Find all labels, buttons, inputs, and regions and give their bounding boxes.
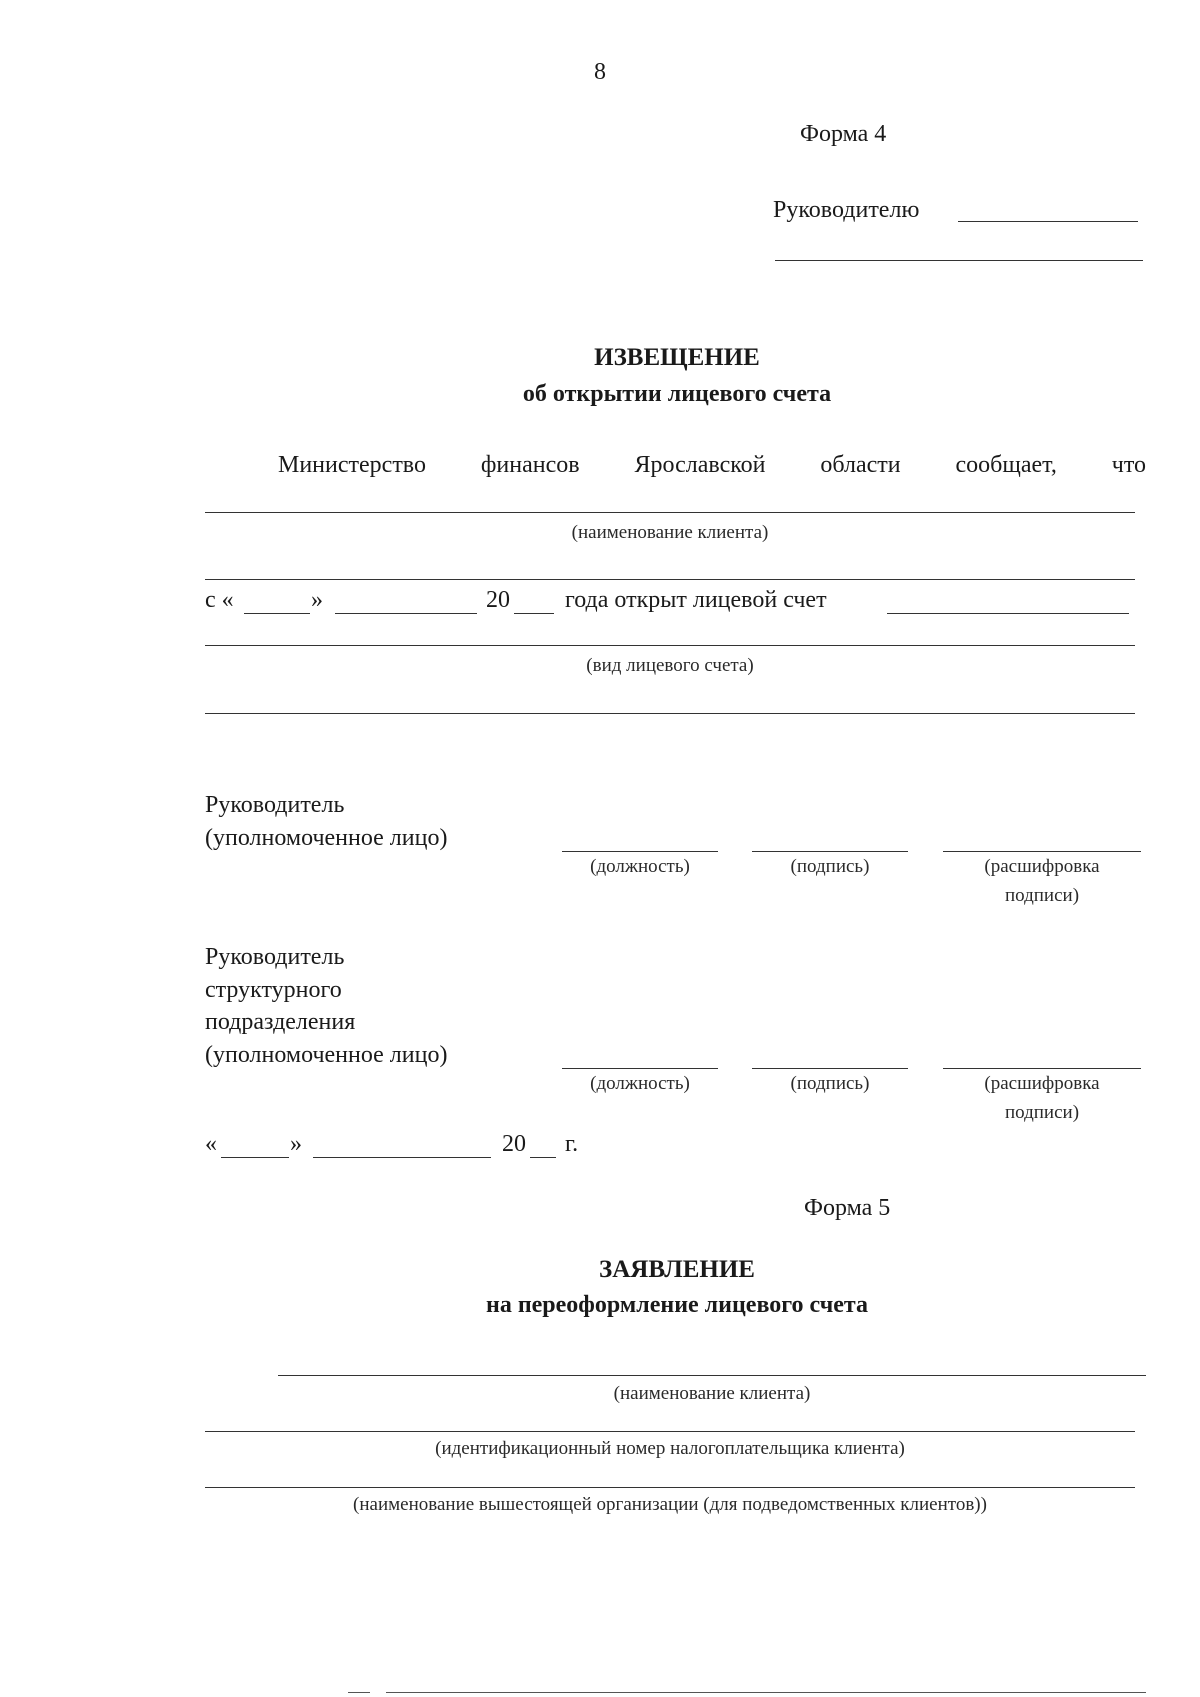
- date-close-quote: »: [290, 1131, 302, 1157]
- signature-caption: (подпись): [790, 856, 870, 877]
- date-year-field[interactable]: [514, 613, 554, 614]
- account-opened-text: года открыт лицевой счет: [565, 587, 827, 613]
- date-year-suffix: г.: [565, 1131, 579, 1157]
- body-word: финансов: [480, 452, 580, 478]
- parent-organization-caption: (наименование вышестоящей организации (для подведомственных клиентов)): [353, 1494, 987, 1515]
- signature-decoding-field[interactable]: [943, 1068, 1141, 1069]
- account-type-line-2[interactable]: [205, 713, 1135, 714]
- date-day-field[interactable]: [244, 613, 310, 614]
- addressee-line-2[interactable]: [775, 260, 1143, 261]
- page-number: 8: [594, 59, 606, 85]
- signer-title-line: (уполномоченное лицо): [205, 1042, 448, 1068]
- notice-body-line: [278, 451, 1146, 479]
- account-type-caption: (вид лицевого счета): [586, 655, 754, 676]
- date-month-field[interactable]: [313, 1157, 491, 1158]
- signer-title-line: подразделения: [205, 1009, 356, 1035]
- signer-title-line: структурного: [205, 977, 342, 1003]
- account-number-field[interactable]: [887, 613, 1129, 614]
- body-word: что: [1111, 452, 1146, 478]
- date-open-quote: «: [205, 1131, 217, 1157]
- client-inn-caption: (идентификационный номер налогоплательщика клиента): [435, 1438, 905, 1459]
- notice-subtitle: об открытии лицевого счета: [522, 381, 832, 407]
- body-word: Министерство: [278, 452, 426, 478]
- client-name-line-2[interactable]: [205, 579, 1135, 580]
- client-name-line[interactable]: [278, 1375, 1146, 1376]
- signature-decoding-field[interactable]: [943, 851, 1141, 852]
- position-field[interactable]: [562, 851, 718, 852]
- addressee-label: Руководителю: [773, 197, 920, 223]
- position-field[interactable]: [562, 1068, 718, 1069]
- signature-caption: (подпись): [790, 1073, 870, 1094]
- date-year-field[interactable]: [530, 1157, 556, 1158]
- client-name-line[interactable]: [205, 512, 1135, 513]
- decoding-caption-2: подписи): [1004, 885, 1080, 906]
- signature-field[interactable]: [752, 1068, 908, 1069]
- signature-field[interactable]: [752, 851, 908, 852]
- date-day-field[interactable]: [221, 1157, 289, 1158]
- date-year-prefix: 20: [486, 587, 510, 613]
- scan-artifact: [386, 1692, 1146, 1693]
- body-word: Ярославской: [634, 452, 766, 478]
- signer-title-line: (уполномоченное лицо): [205, 825, 448, 851]
- client-inn-line[interactable]: [205, 1431, 1135, 1432]
- position-caption: (должность): [590, 856, 690, 877]
- signer-title-line: Руководитель: [205, 944, 345, 970]
- position-caption: (должность): [590, 1073, 690, 1094]
- date-close-quote: »: [311, 587, 323, 613]
- body-word: области: [820, 452, 901, 478]
- client-name-caption: (наименование клиента): [613, 1383, 811, 1404]
- addressee-line-1[interactable]: [958, 221, 1138, 222]
- date-year-prefix: 20: [502, 1131, 526, 1157]
- parent-organization-line[interactable]: [205, 1487, 1135, 1488]
- form-4-label: Форма 4: [800, 121, 887, 147]
- application-title: ЗАЯВЛЕНИЕ: [599, 1256, 755, 1283]
- account-type-line[interactable]: [205, 645, 1135, 646]
- decoding-caption-1: (расшифровка: [984, 1073, 1100, 1094]
- notice-title: ИЗВЕЩЕНИЕ: [594, 344, 760, 371]
- signer-title-line: Руководитель: [205, 792, 345, 818]
- decoding-caption-2: подписи): [1004, 1102, 1080, 1123]
- date-month-field[interactable]: [335, 613, 477, 614]
- body-word: сообщает,: [955, 452, 1057, 478]
- form-5-label: Форма 5: [804, 1195, 891, 1221]
- scan-artifact: [348, 1692, 370, 1693]
- application-subtitle: на переоформление лицевого счета: [486, 1292, 868, 1318]
- decoding-caption-1: (расшифровка: [984, 856, 1100, 877]
- date-prefix: с «: [205, 587, 234, 613]
- client-name-caption: (наименование клиента): [571, 522, 769, 543]
